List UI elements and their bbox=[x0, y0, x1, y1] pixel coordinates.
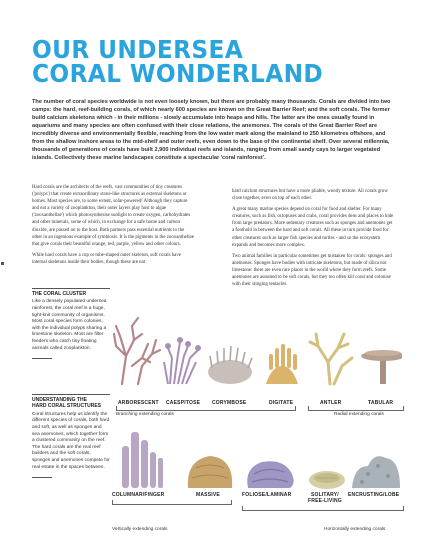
coral-label-solitary: SOLITARY/ bbox=[310, 492, 339, 498]
encrusting-coral-illustration bbox=[352, 456, 400, 488]
divider bbox=[32, 477, 52, 478]
sidebar-heading-line: HARD CORAL STRUCTURES bbox=[32, 403, 102, 410]
coral-label-columnar-finger: COLUMNAR/FINGER bbox=[112, 492, 165, 498]
body-paragraph: While hard corals have a cup or tube-shaped outer skeleton, soft corals have internal skeletons inside their bodies, though these are not bbox=[32, 252, 181, 265]
solitary-coral-illustration bbox=[309, 471, 345, 489]
coral-label-foliose-laminar: FOLIOSE/LAMINAR bbox=[242, 492, 292, 498]
coral-label-free-living: FREE-LIVING bbox=[308, 498, 342, 504]
body-paragraph: Two animal families in particular sometimes get mistaken for corals: sponges and anemones. Sponges have bodies with intricate skeletons, but made of silica not limestone: there are even rare places in the world where they form reefs. Some anemones are assumed to be soft corals, but they too often kill coral and colonise with their stinging tentacles. bbox=[232, 253, 392, 288]
sidebar-text: Like a densely populated undersea rainforest, the coral reef is a huge, tight-knit community of organisms. Most coral species form colonies, with the individual polyps sharing a limestone skeleton. Most are filter feeders who catch tiny floating animals called zooplankton. bbox=[32, 299, 107, 351]
sidebar-coral-cluster bbox=[32, 288, 110, 359]
sidebar-heading-line: UNDERSTANDING THE bbox=[32, 397, 87, 403]
coral-illustrations-row-2 bbox=[112, 396, 402, 496]
caption-radial-extending: Radial extending corals bbox=[334, 412, 384, 417]
body-column-left bbox=[32, 184, 195, 270]
caption-vertically-extending: Vertically extending corals bbox=[112, 527, 168, 532]
antler-coral-illustration bbox=[310, 334, 352, 384]
coral-row-vertical-horizontal bbox=[112, 396, 402, 534]
divider bbox=[32, 288, 110, 289]
page-title-line-1: OUR UNDERSEA bbox=[32, 35, 244, 64]
coral-illustrations-row-1 bbox=[112, 296, 402, 396]
caption-branching-extending: Branching extending corals bbox=[116, 412, 174, 417]
page-title-line-2: CORAL WONDERLAND bbox=[32, 59, 324, 88]
columnar-coral-illustration bbox=[122, 432, 163, 488]
sidebar-heading bbox=[32, 397, 110, 410]
body-paragraph: hard calcium structures but have a more pliable, woody texture. All corals grow close together, even on top of each other. bbox=[232, 189, 388, 202]
coral-label-caespitose: CAESPITOSE bbox=[166, 400, 201, 406]
coral-label-arborescent: ARBORESCENT bbox=[118, 400, 159, 406]
sidebar-hard-coral-structures bbox=[32, 394, 110, 478]
sidebar-text: Coral structures help us identify the different species of corals, both hard and soft, as well as sponges and sea anemones, which together form a clustered community on the reef. The hard corals are the real reef builders and the soft corals, sponges and anemones compete for real estate in the spaces between. bbox=[32, 411, 110, 470]
caespitose-coral-illustration bbox=[164, 338, 200, 384]
foliose-coral-illustration bbox=[247, 461, 293, 488]
coral-label-corymbose: CORYMBOSE bbox=[212, 400, 247, 406]
coral-label-antler: ANTLER bbox=[320, 400, 342, 406]
coral-label-encrusting-lobe: ENCRUSTING/LOBE bbox=[348, 492, 400, 498]
arborescent-coral-illustration bbox=[114, 318, 160, 384]
body-paragraph: A great many marine species depend on coral for food and shelter. For many creatures, such as fish, octopuses and crabs, coral provides dens and places to hide from large predators. More sedentary creatures such as sponges and anemones get a foothold in between the hard and soft corals. All these in turn provide food for other creatures such as larger fish species and turtles - and so the ecosystem expands and becomes more complex. bbox=[232, 207, 394, 248]
corymbose-coral-illustration bbox=[208, 346, 252, 384]
tabular-coral-illustration bbox=[361, 350, 402, 384]
intro-paragraph: The number of coral species worldwide is not even loosely known, but there are probably many thousands. Corals are divided into two camps: the hard, reef-building corals, of which nearly 600 species are known on the Great Barrier Reef; and the soft corals. The former build calcium skeletons which - in their millions - slowly accumulate into heaps and hills. The latter are the ones usually found in aquariums and many species are often confused with their close relations, the anemones. The corals of the Great Barrier Reef are incredibly diverse and environmentally flexible, reaching from the low water mark along the mainland to 250 kilometres offshore, and from the shallow inshore areas to the mid-shelf and outer reefs, even down to the base of the continental shelf. Over several millennia, thousands of generations of corals have built 2,900 individual reefs and islands, ranging from small sandy cays to larger vegetated islands. Collectively these marine landscapes constitute a spectacular 'coral rainforest'. bbox=[32, 99, 391, 161]
massive-coral-illustration bbox=[188, 456, 232, 488]
coral-label-massive: MASSIVE bbox=[196, 492, 220, 498]
divider bbox=[32, 358, 52, 359]
divider bbox=[32, 394, 110, 395]
coral-label-tabular: TABULAR bbox=[368, 400, 394, 406]
bracket-horizontal bbox=[242, 506, 404, 511]
digitate-coral-illustration bbox=[266, 344, 298, 384]
coral-label-digitate: DIGITATE bbox=[269, 400, 294, 406]
page-edge-mark bbox=[1, 262, 4, 265]
coral-label-solitary-free-living bbox=[308, 492, 342, 504]
sidebar-heading: THE CORAL CLUSTER bbox=[32, 291, 87, 297]
body-column-right bbox=[232, 188, 395, 292]
body-paragraph: Hard corals are the architects of the reefs, vast communities of tiny creatures ('polyps') that create extraordinary stone-like structures as external skeletons or homes. Most species are, to some extent, solar-powered! Although they capture and eat a variety of zooplankton, their outer layers play host to algae ('zooxanthellae') which photosynthesise sunlight to create oxygen, carbohydrates and other minerals, some of which, in exchange for a safe home and carbon dioxide, are passed on to the host. Both partners pass essential nutrients to the other in an ingenious example of symbiosis. It is the pigments in the zooxanthellae that give corals their beautiful orange, red, purple, yellow and other colours. bbox=[32, 185, 194, 247]
bracket-vertical bbox=[112, 500, 232, 505]
page-title bbox=[32, 35, 376, 88]
caption-horizontally-extending: Horizontally extending corals bbox=[324, 527, 386, 532]
